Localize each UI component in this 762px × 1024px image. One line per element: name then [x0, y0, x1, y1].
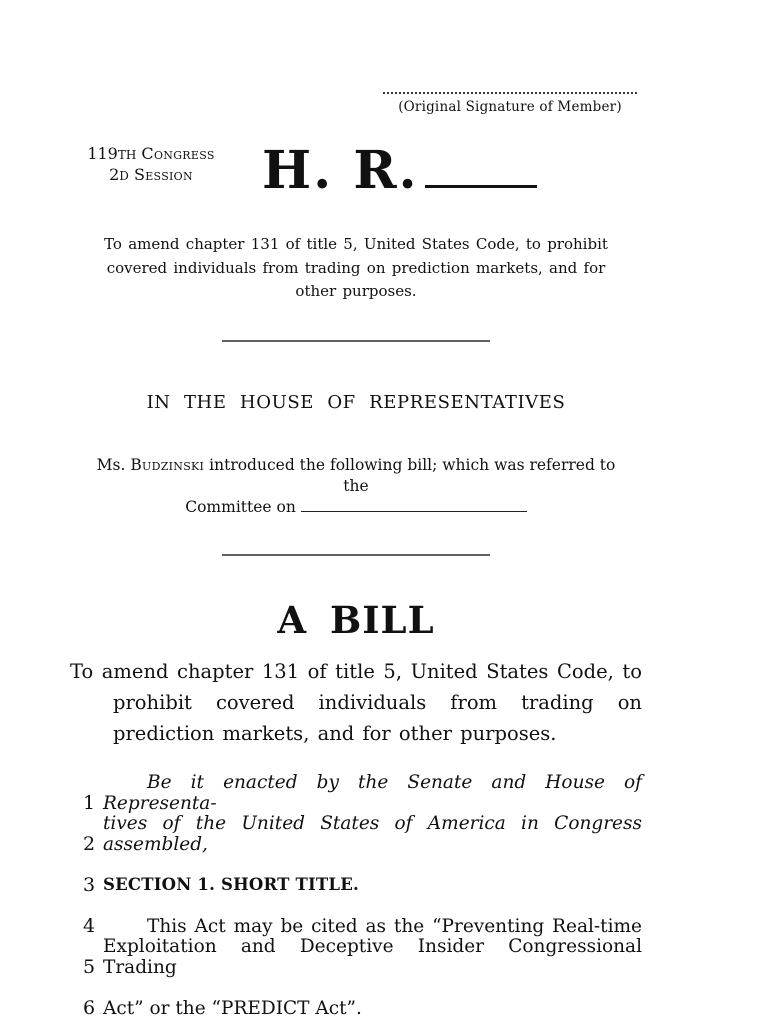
chamber-heading: IN THE HOUSE OF REPRESENTATIVES	[146, 391, 566, 413]
bill-line	[70, 978, 642, 1019]
line-number: 2	[83, 832, 96, 855]
divider-rule-top	[222, 340, 490, 342]
line-number: 3	[83, 873, 96, 896]
line-text: Be it enacted by the Senate and House of Representa-	[103, 771, 642, 814]
bill-body	[70, 773, 642, 1019]
congress-number: 119	[87, 144, 118, 163]
congress-session-block	[70, 141, 232, 186]
bill-line	[70, 814, 642, 855]
line-text: Exploitation and Deceptive Insider Congressional Trading	[103, 935, 642, 978]
congress-number-suffix: TH	[117, 148, 137, 162]
divider-rule-bottom	[222, 554, 490, 556]
line-number: 6	[83, 996, 96, 1019]
bill-heading: A BILL	[277, 597, 435, 642]
bill-line	[70, 855, 642, 896]
line-number: 4	[83, 914, 96, 937]
bill-line	[70, 896, 642, 937]
bill-line	[70, 937, 642, 978]
committee-blank	[301, 497, 527, 512]
bill-number-blank	[425, 141, 537, 188]
line-number: 5	[83, 955, 96, 978]
congress-term	[70, 144, 232, 165]
congress-label: Congress	[141, 144, 215, 163]
line-text: SECTION 1. SHORT TITLE.	[103, 874, 359, 894]
session-term	[70, 165, 232, 186]
signature-block	[383, 92, 637, 115]
signature-dotted-line	[383, 92, 637, 94]
long-title: To amend chapter 131 of title 5, United States Code, to prohibit covered individuals from trading on prediction markets, and for other purposes.	[70, 659, 642, 745]
bill-number-label: H. R.	[262, 140, 419, 201]
line-text: Act” or the “PREDICT Act”.	[103, 997, 362, 1019]
introduction-text: introduced the following bill; which was referred to the	[204, 455, 616, 495]
bill-line	[70, 773, 642, 814]
session-number-suffix: D	[119, 169, 129, 183]
sponsor-honorific: Ms.	[96, 455, 131, 474]
committee-line	[91, 497, 621, 518]
line-text: tives of the United States of America in Congress assembled,	[103, 812, 642, 855]
sponsor-introduction	[91, 455, 621, 518]
session-label: Session	[133, 165, 193, 184]
sponsor-name: Budzinski	[130, 455, 205, 474]
introduction-line	[91, 455, 621, 497]
line-number: 1	[83, 791, 96, 814]
session-number: 2	[109, 165, 120, 184]
line-text: This Act may be cited as the “Preventing Real-time	[147, 915, 642, 937]
signature-caption: (Original Signature of Member)	[398, 99, 622, 115]
bill-header-row	[70, 141, 642, 203]
bill-number-heading	[262, 141, 537, 200]
committee-label: Committee on	[185, 497, 301, 516]
preamble-text: To amend chapter 131 of title 5, United States Code, to prohibit covered individuals from trading on prediction markets, and for other purposes.	[104, 235, 608, 300]
